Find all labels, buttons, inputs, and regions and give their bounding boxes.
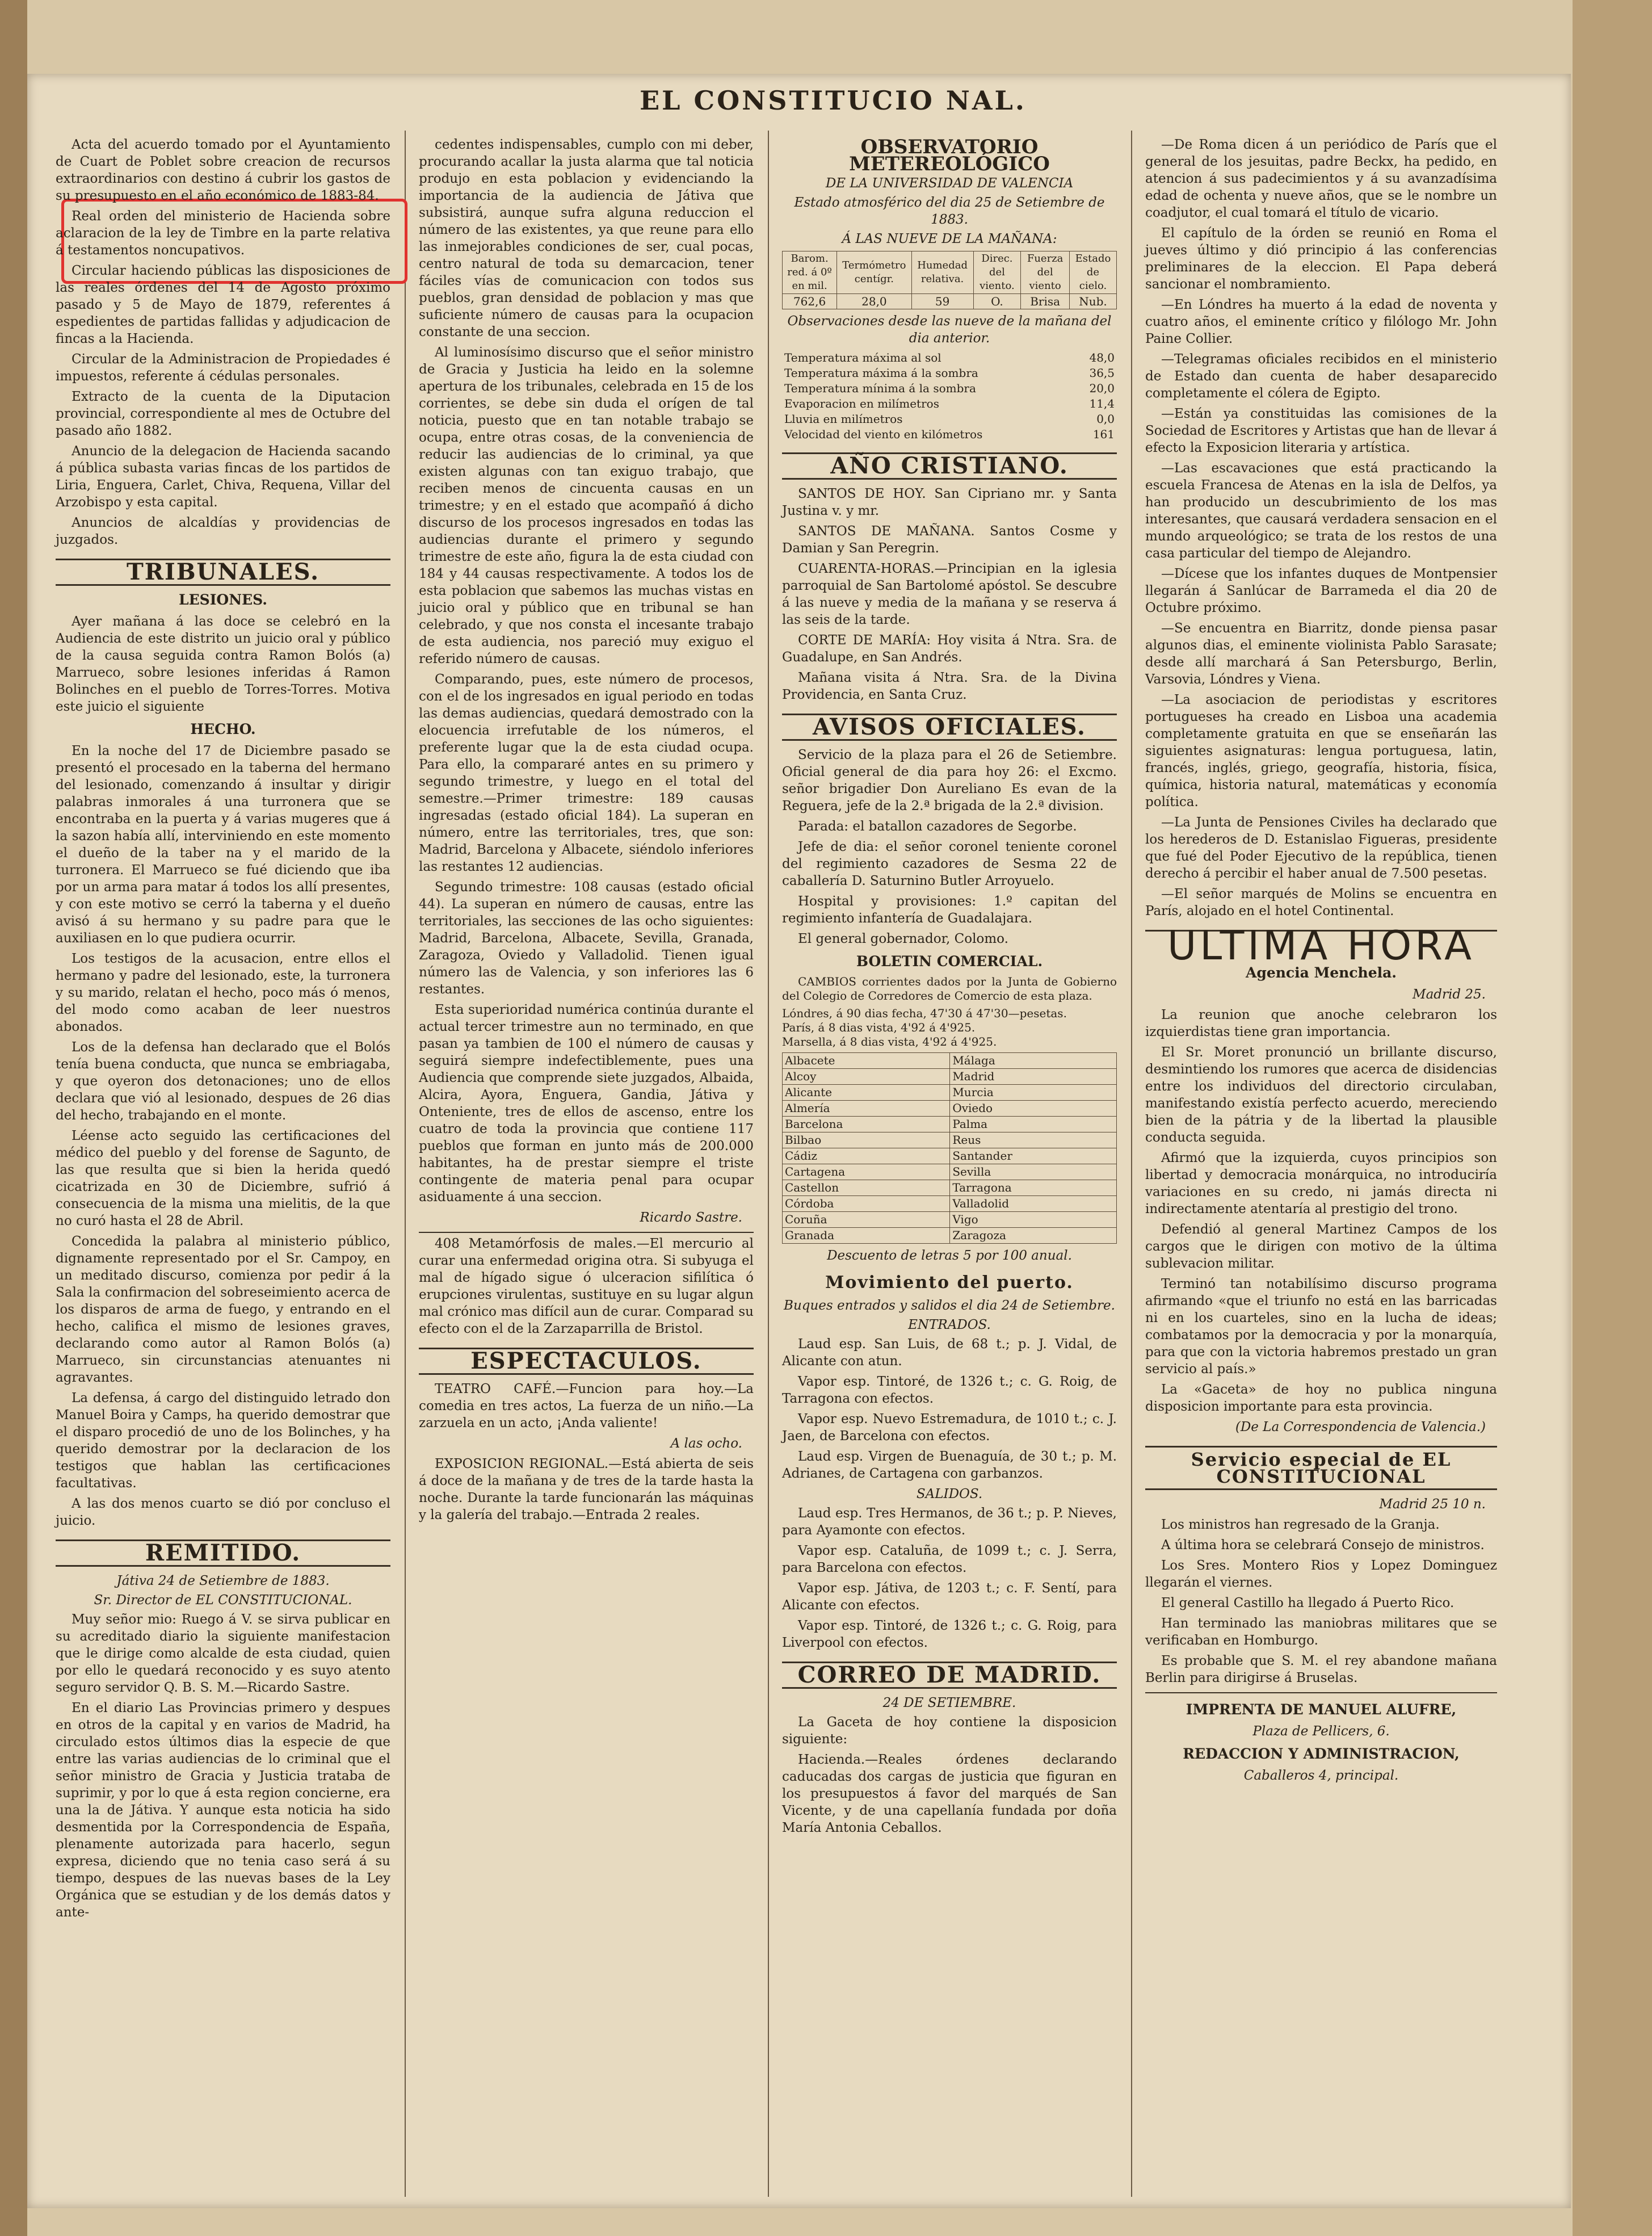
exchange-city: Almería bbox=[783, 1101, 950, 1117]
section-heading: AVISOS OFICIALES. bbox=[782, 714, 1117, 741]
exchange-row bbox=[783, 1180, 1117, 1196]
section-heading: ESPECTACULOS. bbox=[419, 1348, 754, 1375]
paragraph: Real orden del ministerio de Hacienda sobre aclaracion de la ley de Timbre en la parte relativa á testamentos noncupativos. bbox=[56, 209, 390, 258]
paragraph: Concedida la palabra al ministerio público, dignamente representado por el Sr. Campoy, en un meditado discurso, comienza por pedir á la Sala la confirmacion del sobreseimiento acerca de los disparos de arma de fuego, y entrando en el hecho, califica el mismo de lesiones graves, declarando como autor al Ramon Bolós (a) Marrueco, sin circunstancias atenuantes ni agravantes. bbox=[56, 1234, 390, 1385]
paragraph: CUARENTA-HORAS.—Principian en la iglesia parroquial de San Bartolomé apóstol. Se descubre á las nueve y media de la mañana y se reserva á las seis de la tarde. bbox=[782, 561, 1117, 627]
paragraph: Laud esp. San Luis, de 68 t.; p. J. Vidal, de Alicante con atun. bbox=[782, 1337, 1117, 1369]
section-heading: CORREO DE MADRID. bbox=[782, 1662, 1117, 1689]
paragraph: En la noche del 17 de Diciembre pasado se presentó el procesado en la taberna del hermano del lesionado, comenzando á insultar y dirigir palabras inmorales á una turronera que se encontraba en la puerta y á varias mugeres que á la sazon había allí, interviniendo en este momento el dueño de la taber na y el marido de la turronera. El Marrueco se fué diciendo que iba por un arma para matar á todos los allí presentes, y con este motivo se cerró la taberna y el dueño avisó á su hermano y su padre para que le auxiliasen en lo que pudiera ocurrir. bbox=[56, 744, 390, 946]
paragraph: Los ministros han regresado de la Granja. bbox=[1161, 1517, 1440, 1532]
source-note: (De La Correspondencia de Valencia.) bbox=[1235, 1420, 1486, 1434]
subheading: SALIDOS. bbox=[916, 1487, 983, 1501]
book-spine bbox=[0, 0, 27, 2236]
subheading: Buques entrados y salidos el dia 24 de Setiembre. bbox=[784, 1298, 1115, 1313]
observations-note: Observaciones desde las nueve de la mañana del dia anterior. bbox=[787, 314, 1112, 346]
obs-label: Lluvia en milímetros bbox=[784, 412, 903, 426]
exchange-city: Zaragoza bbox=[950, 1228, 1117, 1244]
paragraph: —Dícese que los infantes duques de Montpensier llegarán á Sanlúcar de Barrameda el dia 20 de Octubre próximo. bbox=[1145, 567, 1497, 615]
exchange-city: Murcia bbox=[950, 1085, 1117, 1101]
subheading: BOLETIN COMERCIAL. bbox=[856, 953, 1043, 970]
exchange-city: Alicante bbox=[783, 1085, 950, 1101]
paragraph: Al luminosísimo discurso que el señor ministro de Gracia y Justicia ha leido en la solemne apertura de los tribunales, celebrada en 15 de los corrientes, se debe sin duda el orígen de tal noticia, puesto que en tan notable trabajo se ocupa, entre otras cosas, de la conveniencia de reducir las audiencias de lo criminal, ya que existen algunas con tan exiguo trabajo, que reciben menos de cincuenta causas en un trimestre; y en el estado que acompañó á dicho discurso de los procesos ingresados en todas las audiencias durante el primero y segundo trimestre de este año, figura la de esta ciudad con 184 y 44 causas respectivamente. A todos los de esta poblacion que sabemos las muchas vistas en juicio oral y público que en tribunal se han celebrado, y que nos consta el incesante trabajo de esta audiencia, nos pareció muy exiguo el referido número de causas. bbox=[419, 345, 754, 666]
paragraph: El capítulo de la órden se reunió en Roma el jueves último y dió principio á las conferencias preliminares de la eleccion. El Papa deberá sancionar el nombramiento. bbox=[1145, 226, 1497, 292]
section-heading: AÑO CRISTIANO. bbox=[782, 452, 1117, 480]
obs-label: Evaporacion en milímetros bbox=[784, 397, 939, 410]
exchange-city: Reus bbox=[950, 1132, 1117, 1148]
exchange-city: Alcoy bbox=[783, 1069, 950, 1085]
paragraph: Han terminado las maniobras militares que se verificaban en Homburgo. bbox=[1145, 1616, 1497, 1648]
dateline: Játiva 24 de Setiembre de 1883. bbox=[116, 1574, 330, 1588]
paragraph: —De Roma dicen á un periódico de París que el general de los jesuitas, padre Beckx, ha pedido, en atencion á sus padecimientos y á su avanzadísima edad de ochenta y nueve años, que se le nombre un coadjutor, el cual tomará el título de vicario. bbox=[1145, 137, 1497, 220]
column-3 bbox=[782, 136, 1117, 1840]
exchange-city: Albacete bbox=[783, 1053, 950, 1069]
paragraph: Laud esp. Tres Hermanos, de 36 t.; p. P. Nieves, para Ayamonte con efectos. bbox=[782, 1506, 1117, 1538]
exchange-row bbox=[783, 1101, 1117, 1117]
paragraph: Hacienda.—Reales órdenes declarando caducadas dos cargas de justicia que figuran en los presupuestos á favor del marqués de San Vicente, y de una capellanía fundada por doña María Antonia Ceballos. bbox=[782, 1752, 1117, 1835]
paragraph: CORTE DE MARÍA: Hoy visita á Ntra. Sra. de Guadalupe, en San Andrés. bbox=[782, 633, 1117, 665]
obs-value: 11,4 bbox=[1089, 397, 1115, 410]
column-1 bbox=[56, 136, 390, 1924]
exchange-city: Cartagena bbox=[783, 1164, 950, 1180]
printer-address: Plaza de Pellicers, 6. bbox=[1252, 1724, 1390, 1739]
paragraph: Los testigos de la acusacion, entre ellos el hermano y padre del lesionado, este, la turronera y su marido, relatan el hecho, poco más ó menos, del modo como acaban de leer nuestros abonados. bbox=[56, 951, 390, 1034]
exchange-row bbox=[783, 1132, 1117, 1148]
paragraph: La reunion que anoche celebraron los izquierdistas tiene gran importancia. bbox=[1145, 1008, 1497, 1039]
weather-value: O. bbox=[973, 294, 1021, 309]
exchange-city: Oviedo bbox=[950, 1101, 1117, 1117]
paragraph: Segundo trimestre: 108 causas (estado oficial 44). La superan en número de causas, entre las territoriales, las secciones de las ocho siguientes: Madrid, Barcelona, Albacete, Sevilla, Granada, Zaragoza, Oviedo y Valladolid. Tienen igual número las de Valencia, y son inferiores las 6 restantes. bbox=[419, 880, 754, 997]
paragraph: 408 Metamórfosis de males.—El mercurio al curar una enfermedad origina otra. Si subyuga el mal de hígado sigue ó ulceracion sifilítica ó erupciones virulentas, sustituye en su lugar algun mal crónico mas difícil aun de curar. Comparad su efecto con el de la Zarzaparrilla de Bristol. bbox=[419, 1236, 754, 1336]
paragraph: —La Junta de Pensiones Civiles ha declarado que los herederos de D. Estanislao Figueras, presidente que fué del Poder Ejecutivo de la república, tienen derecho á percibir el haber anual de 7.500 pesetas. bbox=[1145, 815, 1497, 881]
paragraph: Acta del acuerdo tomado por el Ayuntamiento de Cuart de Poblet sobre creacion de recursos extraordinarios con destino á cubrir los gastos de su presupuesto en el año económico de 1883-84. bbox=[56, 137, 390, 203]
obs-value: 20,0 bbox=[1089, 381, 1115, 395]
exchange-row bbox=[783, 1053, 1117, 1069]
subheading: ENTRADOS. bbox=[908, 1318, 991, 1332]
paragraph: Parada: el batallon cazadores de Segorbe. bbox=[798, 819, 1077, 834]
weather-table bbox=[782, 251, 1117, 309]
signature: Ricardo Sastre. bbox=[640, 1210, 742, 1225]
exchange-row bbox=[783, 1069, 1117, 1085]
exchange-row bbox=[783, 1085, 1117, 1101]
paragraph: Los de la defensa han declarado que el Bolós tenía buena conducta, que nunca se embriagaba, y que oyeron dos detonaciones; uno de ellos declara que vió al lesionado, despues de 26 dias del hecho, trabajando en el monte. bbox=[56, 1040, 390, 1123]
obs-value: 0,0 bbox=[1096, 412, 1115, 426]
paragraph: Anuncio de la delegacion de Hacienda sacando á pública subasta varias fincas de los partidos de Liria, Enguera, Carlet, Chiva, Requena, Villar del Arzobispo y esta capital. bbox=[56, 444, 390, 510]
obs-value: 161 bbox=[1092, 427, 1115, 441]
subheading: LESIONES. bbox=[179, 591, 267, 608]
observatory-subtitle: DE LA UNIVERSIDAD DE VALENCIA bbox=[825, 176, 1074, 191]
paragraph: Extracto de la cuenta de la Diputacion provincial, correspondiente al mes de Octubre del pasado año 1882. bbox=[56, 389, 390, 438]
paragraph: Vapor esp. Nuevo Estremadura, de 1010 t.; c. J. Jaen, de Barcelona con efectos. bbox=[782, 1412, 1117, 1444]
paragraph: SANTOS DE MAÑANA. Santos Cosme y Damian y San Peregrin. bbox=[782, 524, 1117, 556]
paragraph: Terminó tan notabilísimo discurso programa afirmando «que el triunfo no está en las barricadas ni en los cuarteles, sino en la lucha de ideas; combatamos por la democracia y por la monarquía, para que con la victoria habremos prestado un gran servicio al país.» bbox=[1145, 1277, 1497, 1377]
paragraph: A última hora se celebrará Consejo de ministros. bbox=[1161, 1538, 1485, 1553]
exchange-city: Castellon bbox=[783, 1180, 950, 1196]
exchange-city: Madrid bbox=[950, 1069, 1117, 1085]
paragraph: Circular de la Administracion de Propiedades é impuestos, referente á cédulas personales. bbox=[56, 352, 390, 384]
paragraph: cedentes indispensables, cumplo con mi deber, procurando acallar la justa alarma que tal noticia produjo en esta poblacion y evidenciando la importancia de la audiencia de Játiva que subsistirá, aunque sufra alguna reduccion el número de las existentes, ya que reune para ello las inmejorables condiciones de ser, cual pocas, centro natural de toda su demarcacion, tener fáciles vías de comunicacion con todos sus pueblos, gran densidad de poblacion y mas que suficiente número de causas para la ocupacion constante de una seccion. bbox=[419, 137, 754, 339]
paragraph: —Las escavaciones que está practicando la escuela Francesa de Atenas en la isla de Delfos, ya han producido un descubrimiento de los mas interesantes, que causará verdadera sensacion en el mundo arqueológico; se trata de los restos de una casa particular del tiempo de Alejandro. bbox=[1145, 461, 1497, 561]
exchange-city: Granada bbox=[783, 1228, 950, 1244]
paragraph: El general Castillo ha llegado á Puerto Rico. bbox=[1161, 1596, 1455, 1610]
paragraph: Defendió al general Martinez Campos de los cargos que le dirigen con motivo de la última sublevacion militar. bbox=[1145, 1222, 1497, 1271]
obs-value: 36,5 bbox=[1089, 366, 1115, 380]
printer-imprint: IMPRENTA DE MANUEL ALUFRE, bbox=[1186, 1701, 1457, 1718]
exchange-row bbox=[783, 1212, 1117, 1228]
weather-header: Barom. red. á 0º en mil. bbox=[783, 251, 837, 294]
paragraph: Es probable que S. M. el rey abandone mañana Berlin para dirigirse á Bruselas. bbox=[1145, 1654, 1497, 1685]
subheading: HECHO. bbox=[190, 721, 256, 737]
paragraph: En el diario Las Provincias primero y despues en otros de la capital y en varios de Madrid, ha circulado estos últimos dias la especie de que entre las varias audiencias de lo criminal que el señor ministro de Gracia y Justicia trataba de suprimir, y por lo que á esta region concierne, era una la de Játiva. Y aunque esta noticia ha sido desmentida por la Correspondencia de España, plenamente autorizada para hacerlo, segun expresa, diciendo que no tenia caso será á su tiempo, despues de las nuevas bases de la Ley Orgánica que se estudian y de los demás datos y ante- bbox=[56, 1701, 390, 1920]
exchange-city: Tarragona bbox=[950, 1180, 1117, 1196]
exchange-row bbox=[783, 1148, 1117, 1164]
section-heading: Movimiento del puerto. bbox=[825, 1273, 1074, 1293]
masthead: EL CONSTITUCIO NAL. bbox=[640, 85, 1027, 116]
exchange-city: Vigo bbox=[950, 1212, 1117, 1228]
column-rule bbox=[405, 131, 406, 2197]
weather-header: Fuerza del viento bbox=[1021, 251, 1070, 294]
exchange-city: Cádiz bbox=[783, 1148, 950, 1164]
weather-value: Nub. bbox=[1069, 294, 1116, 309]
paragraph: Mañana visita á Ntra. Sra. de la Divina Providencia, en Santa Cruz. bbox=[782, 670, 1117, 702]
weather-value: Brisa bbox=[1021, 294, 1070, 309]
paragraph: El general gobernador, Colomo. bbox=[798, 932, 1008, 946]
dateline: Madrid 25 10 n. bbox=[1379, 1497, 1486, 1512]
dateline: 24 DE SETIEMBRE. bbox=[882, 1696, 1016, 1710]
column-2 bbox=[419, 136, 754, 1527]
paragraph: Vapor esp. Játiva, de 1203 t.; c. F. Sentí, para Alicante con efectos. bbox=[782, 1581, 1117, 1613]
exchange-city: Santander bbox=[950, 1148, 1117, 1164]
paragraph: CAMBIOS corrientes dados por la Junta de Gobierno del Colegio de Corredores de Comercio de esta plaza. bbox=[782, 975, 1117, 1002]
obs-label: Temperatura máxima á la sombra bbox=[784, 366, 978, 380]
office-imprint: REDACCION Y ADMINISTRACION, bbox=[1183, 1746, 1460, 1762]
paragraph: Comparando, pues, este número de procesos, con el de los ingresados en igual periodo en todas las demas audiencias, quedará demostrado con la elocuencia irrefutable de los números, el preferente lugar que la de esta ciudad ocupa. Para ello, la compararé antes en su primero y segundo trimestre, y luego en el total del semestre.—Primer trimestre: 189 causas ingresadas (estado oficial 184). La superan en número, entre las territoriales, tres, que son: Madrid, Barcelona y Albacete, siéndolo inferiores las restantes 12 audiencias. bbox=[419, 672, 754, 874]
column-4 bbox=[1145, 136, 1497, 1786]
weather-header: Estado de cielo. bbox=[1069, 251, 1116, 294]
paragraph: El Sr. Moret pronunció un brillante discurso, desmintiendo los rumores que acerca de disidencias entre los individuos del directorio circulaban, manifestando existía perfecto acuerdo, mereciendo bien de la pátria y de la libertad la plausible conducta seguida. bbox=[1145, 1045, 1497, 1145]
weather-header: Termómetro centígr. bbox=[837, 251, 911, 294]
paragraph: —En Lóndres ha muerto á la edad de noventa y cuatro años, el eminente crítico y filólogo Mr. John Paine Collier. bbox=[1145, 297, 1497, 346]
exchange-city: Coruña bbox=[783, 1212, 950, 1228]
obs-label: Velocidad del viento en kilómetros bbox=[784, 427, 983, 441]
paragraph: SANTOS DE HOY. San Cipriano mr. y Santa Justina v. y mr. bbox=[782, 486, 1117, 518]
weather-header: Direc. del viento. bbox=[973, 251, 1021, 294]
exchange-row: Lóndres, á 90 dias fecha, 47'30 á 47'30—pesetas. bbox=[782, 1006, 1067, 1020]
office-address: Caballeros 4, principal. bbox=[1243, 1768, 1399, 1783]
paragraph: Ayer mañana á las doce se celebró en la Audiencia de este distrito un juicio oral y público de la causa seguida contra Ramon Bolós (a) Marrueco, sobre lesiones inferidas á Ramon Bolinches en el pueblo de Torres-Torres. Motiva este juicio el siguiente bbox=[56, 614, 390, 714]
paragraph: —Se encuentra en Biarritz, donde piensa pasar algunos dias, el eminente violinista Pablo Sarasate; desde allí marchará á San Petersburgo, Berlin, Varsovia, Lóndres y Viena. bbox=[1145, 621, 1497, 687]
salutation: Sr. Director de EL CONSTITUCIONAL. bbox=[94, 1593, 352, 1608]
paragraph: Servicio de la plaza para el 26 de Setiembre. Oficial general de dia para hoy 26: el Excmo. señor brigadier Don Aureliano Es evan de la Reguera, jefe de la 2.ª brigada de la 2.ª division. bbox=[782, 748, 1117, 813]
ultima-hora-heading: ULTIMA HORA bbox=[1145, 930, 1497, 954]
weather-value: 762,6 bbox=[783, 294, 837, 309]
exchange-city: Málaga bbox=[950, 1053, 1117, 1069]
section-heading: Servicio especial de EL CONSTITUCIONAL bbox=[1145, 1446, 1497, 1490]
observations-list bbox=[782, 350, 1117, 442]
paragraph: Jefe de dia: el señor coronel teniente coronel del regimiento cazadores de Sesma 22 de caballería D. Saturnino Butler Arroyuelo. bbox=[782, 840, 1117, 888]
weather-value: 28,0 bbox=[837, 294, 911, 309]
exchange-city: Córdoba bbox=[783, 1196, 950, 1212]
column-rule bbox=[1131, 131, 1132, 2197]
exchange-city: Sevilla bbox=[950, 1164, 1117, 1180]
paragraph: —La asociacion de periodistas y escritores portugueses ha creado en Lisboa una academia completamente gratuita en que se enseñarán las siguientes asignaturas: lengua portuguesa, latin, francés, inglés, griego, geografía, historia, física, química, historia natural, matemáticas y economía política. bbox=[1145, 693, 1497, 809]
paragraph: Anuncios de alcaldías y providencias de juzgados. bbox=[56, 515, 390, 547]
paragraph: Vapor esp. Cataluña, de 1099 t.; c. J. Serra, para Barcelona con efectos. bbox=[782, 1543, 1117, 1575]
observatory-title: OBSERVATORIO METEREOLÓGICO bbox=[849, 136, 1050, 175]
weather-value: 59 bbox=[911, 294, 973, 309]
paragraph: Hospital y provisiones: 1.º capitan del regimiento infantería de Guadalajara. bbox=[782, 894, 1117, 926]
paragraph: Los Sres. Montero Rios y Lopez Dominguez llegarán el viernes. bbox=[1145, 1558, 1497, 1590]
exchange-row bbox=[783, 1228, 1117, 1244]
observatory-date: Estado atmosférico del dia 25 de Setiembre de 1883. bbox=[794, 195, 1105, 227]
paragraph: Laud esp. Virgen de Buenaguía, de 30 t.; p. M. Adrianes, de Cartagena con garbanzos. bbox=[782, 1449, 1117, 1481]
dateline: Madrid 25. bbox=[1413, 987, 1486, 1002]
paragraph: —Están ya constituidas las comisiones de la Sociedad de Escritores y Artistas que han de llevar á efecto la Exposicion literaria y artística. bbox=[1145, 406, 1497, 455]
paragraph: —El señor marqués de Molins se encuentra en París, alojado en el hotel Continental. bbox=[1145, 887, 1497, 918]
column-rule bbox=[768, 131, 769, 2197]
newspaper-page bbox=[27, 74, 1571, 2208]
paragraph: Léense acto seguido las certificaciones del médico del pueblo y del forense de Sagunto, de las que resulta que si bien la herida quedó cicatrizada en 30 de Diciembre, sufrió á consecuencia de la misma una mielitis, de la que no curó hasta el 28 de Abril. bbox=[56, 1129, 390, 1228]
paragraph: Muy señor mio: Ruego á V. se sirva publicar en su acreditado diario la siguiente manifestacion que le dirige como alcalde de esta ciudad, quien por ello le quedará reconocido y es suyo atento seguro servidor Q. B. S. M.—Ricardo Sastre. bbox=[56, 1612, 390, 1695]
exchange-row: Marsella, á 8 dias vista, 4'92 á 4'925. bbox=[782, 1035, 997, 1048]
discount-note: Descuento de letras 5 por 100 anual. bbox=[827, 1248, 1072, 1263]
time-note: A las ocho. bbox=[670, 1436, 742, 1451]
next-page-edge bbox=[1573, 0, 1652, 2236]
paragraph: La defensa, á cargo del distinguido letrado don Manuel Boira y Camps, ha querido demostrar que el disparo procedió de uno de los Bolinches, y ha querido demostrar por la declaracion de los testigos que hablan las certificaciones facultativas. bbox=[56, 1391, 390, 1491]
paragraph: Vapor esp. Tintoré, de 1326 t.; c. G. Roig, de Tarragona con efectos. bbox=[782, 1374, 1117, 1406]
obs-label: Temperatura máxima al sol bbox=[784, 351, 941, 364]
section-heading: TRIBUNALES. bbox=[56, 559, 390, 586]
paragraph: Esta superioridad numérica continúa durante el actual tercer trimestre aun no terminado, en que pasan ya tambien de 100 el número de causas y seguirá siempre indefectiblemente, pues una Audiencia que comprende siete juzgados, Albaida, Alcira, Ayora, Enguera, Gandia, Játiva y Onteniente, tres de ellos de ascenso, entre los cuatro de toda la provincia que contiene 117 pueblos que forman en junto más de 200.000 habitantes, ha de prestar siempre el triste contingente de materia penal para ocupar asiduamente á una seccion. bbox=[419, 1002, 754, 1205]
exchange-city: Palma bbox=[950, 1117, 1117, 1132]
exchange-row: París, á 8 dias vista, 4'92 á 4'925. bbox=[782, 1021, 976, 1034]
paragraph: Vapor esp. Tintoré, de 1326 t.; c. G. Roig, para Liverpool con efectos. bbox=[782, 1618, 1117, 1650]
subheading: Agencia Menchela. bbox=[1245, 964, 1397, 981]
exchange-city: Barcelona bbox=[783, 1117, 950, 1132]
exchange-table bbox=[782, 1052, 1117, 1244]
obs-label: Temperatura mínima á la sombra bbox=[784, 381, 976, 395]
paragraph: EXPOSICION REGIONAL.—Está abierta de seis á doce de la mañana y de tres de la tarde hasta la noche. Durante la tarde funcionarán las máquinas y la galería del trabajo.—Entrada 2 reales. bbox=[419, 1457, 754, 1522]
paragraph: A las dos menos cuarto se dió por concluso el juicio. bbox=[56, 1496, 390, 1528]
exchange-row bbox=[783, 1164, 1117, 1180]
paragraph: TEATRO CAFÉ.—Funcion para hoy.—La comedia en tres actos, La fuerza de un niño.—La zarzuela en un acto, ¡Anda valiente! bbox=[419, 1382, 754, 1430]
exchange-city: Valladolid bbox=[950, 1196, 1117, 1212]
paragraph: —Telegramas oficiales recibidos en el ministerio de Estado dan cuenta de haber desaparecido completamente el cólera de Egipto. bbox=[1145, 352, 1497, 401]
paragraph: La «Gaceta» de hoy no publica ninguna disposicion importante para esta provincia. bbox=[1145, 1382, 1497, 1414]
paragraph: Afirmó que la izquierda, cuyos principios son libertad y democracia monárquica, no introduciría variaciones en su credo, ni jamás directa ni indirectamente atentaría al prestigio del trono. bbox=[1145, 1151, 1497, 1216]
exchange-row bbox=[783, 1117, 1117, 1132]
exchange-city: Bilbao bbox=[783, 1132, 950, 1148]
paragraph: La Gaceta de hoy contiene la disposicion siguiente: bbox=[782, 1715, 1117, 1747]
obs-value: 48,0 bbox=[1089, 351, 1115, 364]
paragraph: Circular haciendo públicas las disposiciones de las reales órdenes del 14 de Agosto próximo pasado y 5 de Mayo de 1879, referentes á espedientes de partidas fallidas y adjudicacion de fincas a la Hacienda. bbox=[56, 263, 390, 346]
section-heading: REMITIDO. bbox=[56, 1539, 390, 1567]
observatory-hour: Á LAS NUEVE DE LA MAÑANA: bbox=[842, 232, 1057, 246]
exchange-row bbox=[783, 1196, 1117, 1212]
weather-header: Humedad relativa. bbox=[911, 251, 973, 294]
